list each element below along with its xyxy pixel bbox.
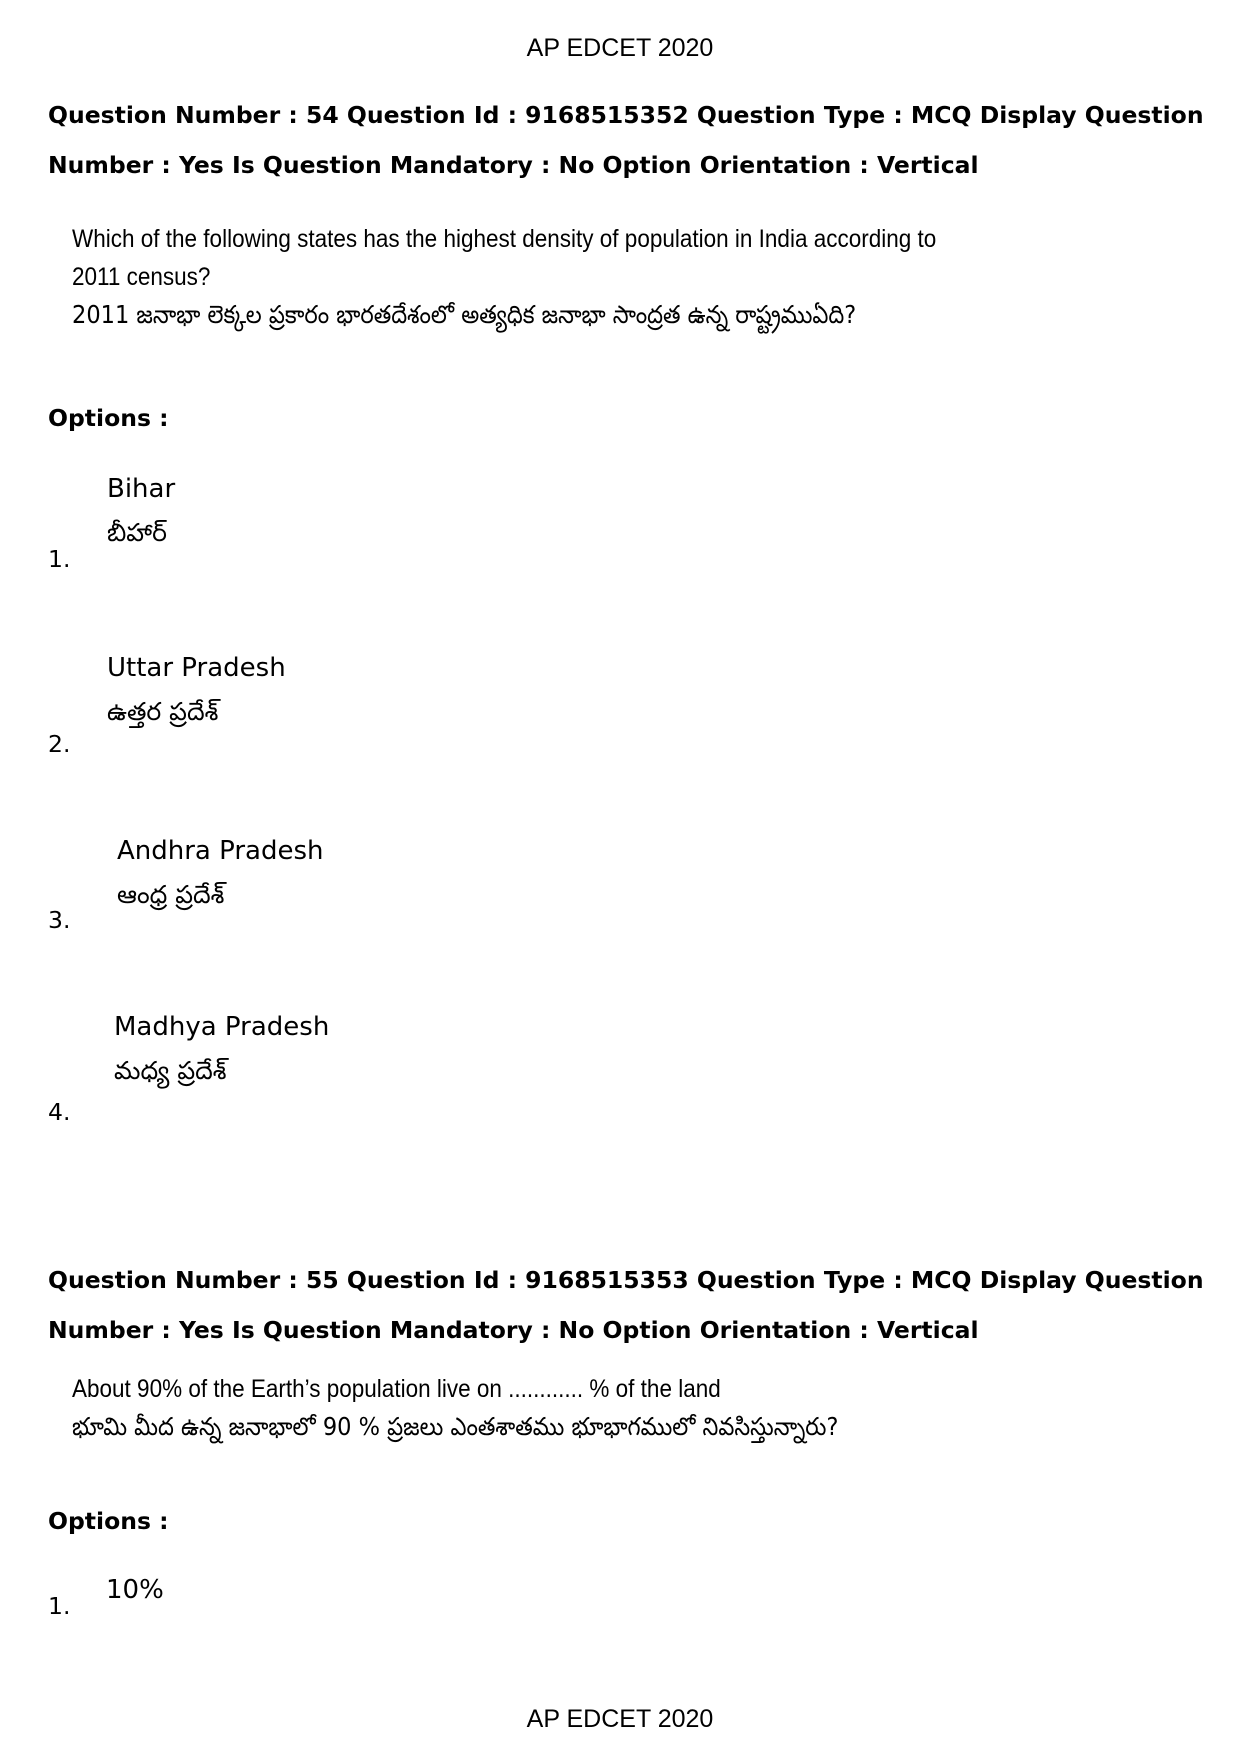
question-text-line-telugu: 2011 జనాభా లెక్కల ప్రకారం భారతదేశంలో అత్యధిక జనాభా సాంద్రత ఉన్న రాష్ట్రముఏది? xyxy=(72,300,857,329)
question-meta-line: Number : Yes Is Question Mandatory : No Option Orientation : Vertical xyxy=(48,1316,979,1344)
option-label-te: బీహార్ xyxy=(107,518,167,547)
question-54-text xyxy=(72,220,936,334)
page-footer: AP EDCET 2020 xyxy=(526,1705,714,1733)
option-label-en: 10% xyxy=(106,1575,164,1605)
option-label-en: Uttar Pradesh xyxy=(107,653,286,683)
question-text-line-telugu: భూమి మీద ఉన్న జనాభాలో 90 % ప్రజలు ఎంతశాతము భూభాగములో నివసిస్తున్నారు? xyxy=(72,1412,839,1441)
question-55-text xyxy=(72,1370,838,1446)
option-number: 1. xyxy=(48,545,71,573)
question-meta-line: Number : Yes Is Question Mandatory : No Option Orientation : Vertical xyxy=(48,151,979,179)
options-label: Options : xyxy=(48,404,169,432)
option-label-en: Bihar xyxy=(107,474,176,504)
option-4-text[interactable] xyxy=(114,1005,329,1093)
question-55-meta xyxy=(48,1255,1208,1355)
question-text-line: 2011 census? xyxy=(72,263,211,291)
option-label-te: మధ్య ప్రదేశ్ xyxy=(114,1056,227,1085)
page-header: AP EDCET 2020 xyxy=(526,34,714,62)
option-number: 4. xyxy=(48,1098,71,1126)
option-label-en: Andhra Pradesh xyxy=(117,836,324,866)
option-number: 1. xyxy=(48,1592,71,1620)
option-number: 3. xyxy=(48,906,71,934)
option-2-text[interactable] xyxy=(107,646,286,734)
option-label-te: ఆంధ్ర ప్రదేశ్ xyxy=(117,880,225,909)
question-text-line: Which of the following states has the highest density of population in India according to xyxy=(72,225,937,253)
options-label: Options : xyxy=(48,1507,169,1535)
option-label-en: Madhya Pradesh xyxy=(114,1012,330,1042)
option-3-text[interactable] xyxy=(117,829,324,917)
question-54-meta xyxy=(48,90,1208,190)
option-1-text[interactable] xyxy=(107,467,175,555)
question-meta-line: Question Number : 55 Question Id : 9168515353 Question Type : MCQ Display Question xyxy=(48,1266,1204,1294)
question-meta-line: Question Number : 54 Question Id : 9168515352 Question Type : MCQ Display Question xyxy=(48,101,1204,129)
option-label-te: ఉత్తర ప్రదేశ్ xyxy=(107,697,219,726)
option-number: 2. xyxy=(48,730,71,758)
question-text-line: About 90% of the Earth’s population live on ............ % of the land xyxy=(72,1375,721,1403)
option-1-text[interactable] xyxy=(106,1568,164,1612)
